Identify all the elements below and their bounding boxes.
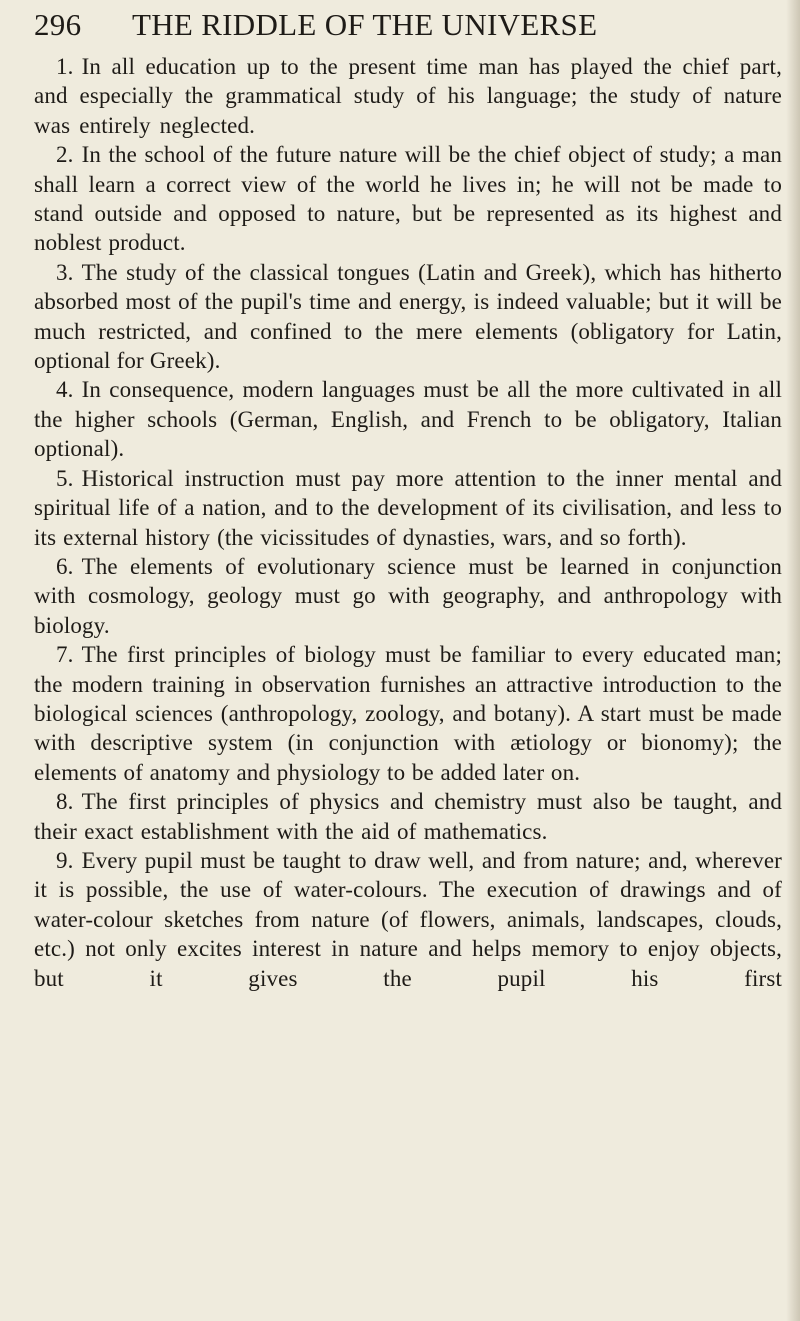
item-number: 5. bbox=[56, 465, 74, 491]
page-edge-shadow bbox=[786, 0, 800, 1321]
item-number: 9. bbox=[56, 847, 74, 873]
item-text: The elements of evolutionary science must be learned in conjunction with cosmology, geology must go with geography, and anthropology with biology. bbox=[34, 553, 782, 638]
item-number: 8. bbox=[56, 789, 74, 815]
page-header bbox=[34, 5, 774, 45]
list-item bbox=[34, 464, 782, 552]
item-number: 1. bbox=[56, 54, 74, 79]
item-number: 4. bbox=[56, 377, 74, 403]
numbered-list bbox=[34, 52, 782, 993]
item-text: In consequence, modern languages must be all the more cultivated in all the higher schools (German, English, and French to be obligatory, Italian optional). bbox=[34, 377, 782, 462]
item-text: The study of the classical tongues (Latin and Greek), which has hitherto absorbed most of the pupil's time and energy, is indeed valuable; but it will be much restricted, and confined to the mere elements (obligatory for Latin, optional for Greek). bbox=[34, 259, 782, 374]
list-item bbox=[34, 787, 782, 846]
item-text: In all education up to the present time man has played the chief part, and especially the grammatical study of his language; the study of nature was entirely neglected. bbox=[34, 54, 782, 138]
list-item bbox=[34, 552, 782, 640]
item-text: The first principles of biology must be familiar to every educated man; the modern training in observation furnishes an attractive introduction to the biological sciences (anthropology, zoology, and botany). A start must be made with descriptive system (in conjunction with ætiology or bionomy); the elements of anatomy and physiology to be added later on. bbox=[34, 642, 782, 785]
list-item bbox=[34, 846, 782, 993]
list-item bbox=[34, 258, 782, 376]
list-item bbox=[34, 640, 782, 787]
list-item bbox=[34, 375, 782, 463]
page-number: 296 bbox=[34, 7, 82, 42]
item-number: 7. bbox=[56, 642, 74, 668]
item-text: Every pupil must be taught to draw well, and from nature; and, wherever it is possible, the use of water-colours. The execution of drawings and of water-colour sketches from nature (of flowers, animals, landscapes, clouds, etc.) not only excites interest in nature and helps memory to enjoy objects, but it gives the pupil his first bbox=[34, 847, 782, 991]
item-text: In the school of the future nature will be the chief object of study; a man shall learn a correct view of the world he lives in; he will not be made to stand outside and opposed to nature, but be represented as its highest and noblest product. bbox=[34, 142, 782, 256]
item-number: 2. bbox=[56, 142, 74, 168]
item-number: 3. bbox=[56, 259, 74, 285]
item-text: The first principles of physics and chemistry must also be taught, and their exact establishment with the aid of mathematics. bbox=[34, 789, 782, 844]
list-item bbox=[34, 140, 782, 258]
item-number: 6. bbox=[56, 553, 74, 579]
running-title: THE RIDDLE OF THE UNIVERSE bbox=[132, 7, 598, 42]
item-text: Historical instruction must pay more attention to the inner mental and spiritual life of a nation, and to the development of its civilisation, and less to its external history (the vicissitudes of dynasties, wars, and so forth). bbox=[34, 465, 782, 550]
list-item bbox=[34, 52, 782, 140]
